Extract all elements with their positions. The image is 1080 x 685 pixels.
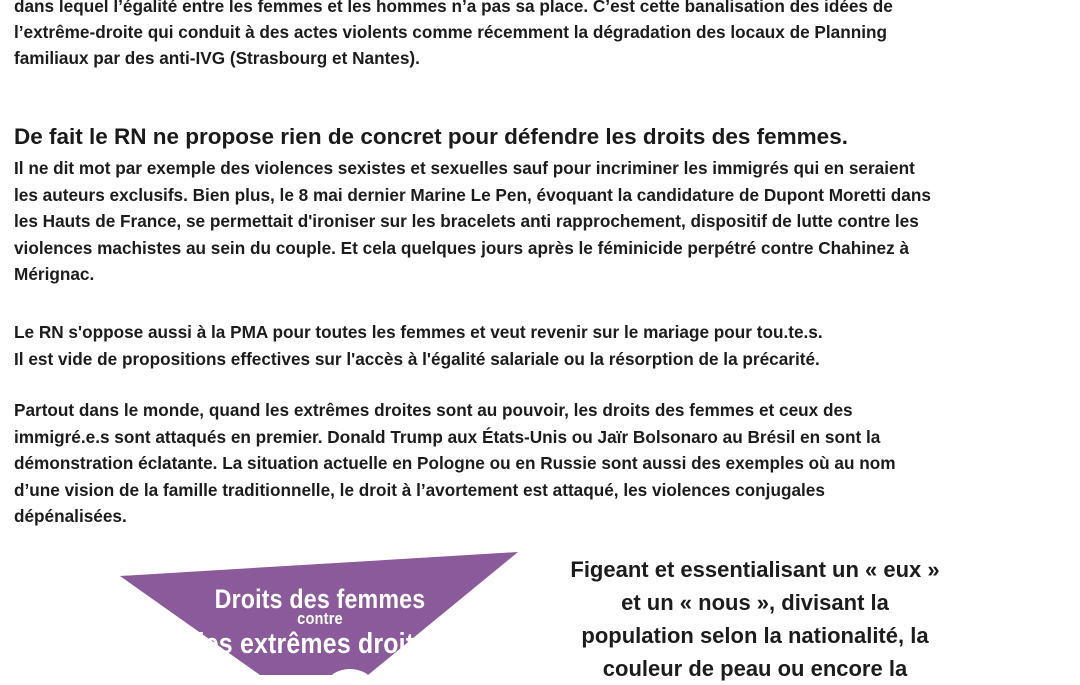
paragraph-line: d’une vision de la famille traditionnelle, le droit à l’avortement est attaqué, les violences conjugales [14,479,825,500]
paragraph-line: démonstration éclatante. La situation actuelle en Pologne ou en Russie sont aussi des exemples où au nom [14,453,896,474]
poster-image [120,552,520,675]
paragraph-line: dépénalisées. [14,506,127,527]
side-line: Figeant et essentialisant un « eux » [570,557,940,582]
paragraph-violences [14,155,1070,288]
intro-line: familiaux par des anti-IVG (Strasbourg et Nantes). [14,48,420,68]
section-heading: De fait le RN ne propose rien de concret pour défendre les droits des femmes. [14,124,848,149]
side-line: couleur de peau ou encore la [602,656,908,681]
paragraph-line: Le RN s'oppose aussi à la PMA pour toutes les femmes et veut revenir sur le mariage pour tou.te.s. [14,322,823,342]
paragraph-line: Partout dans le monde, quand les extrêmes droites sont au pouvoir, les droits des femmes et ceux des [14,400,853,420]
paragraph-line: Il ne dit mot par exemple des violences sexistes et sexuelles sauf pour incriminer les immigrés qui en seraient [14,158,915,178]
intro-line: dans lequel l’égalité entre les femmes et les hommes n’a pas sa place. C’est cette banalisation des idées de [14,0,893,16]
paragraph-line: les auteurs exclusifs. Bien plus, le 8 mai dernier Marine Le Pen, évoquant la candidature de Dupont Moretti dans [14,184,931,205]
poster-title-line2: contre [297,609,343,628]
paragraph-line: Il est vide de propositions effectives sur l'accès à l'égalité salariale ou la résorption de la précarité. [14,349,820,369]
paragraph-line: Mérignac. [14,264,95,285]
paragraph-line: immigré.e.s sont attaqués en premier. Donald Trump aux États-Unis ou Jaïr Bolsonaro au Brésil en sont la [14,426,881,447]
paragraph-line: violences machistes au sein du couple. Et cela quelques jours après le féminicide perpétré contre Chahinez à [14,237,910,258]
side-line: et un « nous », divisant la [621,590,889,615]
paragraph-line: les Hauts de France, se permettait d'ironiser sur les bracelets anti rapprochement, dispositif de lutte contre les [14,211,919,232]
paragraph-monde [14,397,1044,530]
side-line: population selon la nationalité, la [581,623,929,648]
intro-paragraph [14,0,1066,71]
poster-title-line1: Droits des femmes [214,584,426,614]
intro-line: l’extrême-droite qui conduit à des actes violents comme récemment la dégradation des locaux de Planning [14,22,887,42]
poster-title-line3: les extrêmes droites [197,628,443,660]
paragraph-pma [14,319,1070,373]
side-paragraph [540,553,970,685]
